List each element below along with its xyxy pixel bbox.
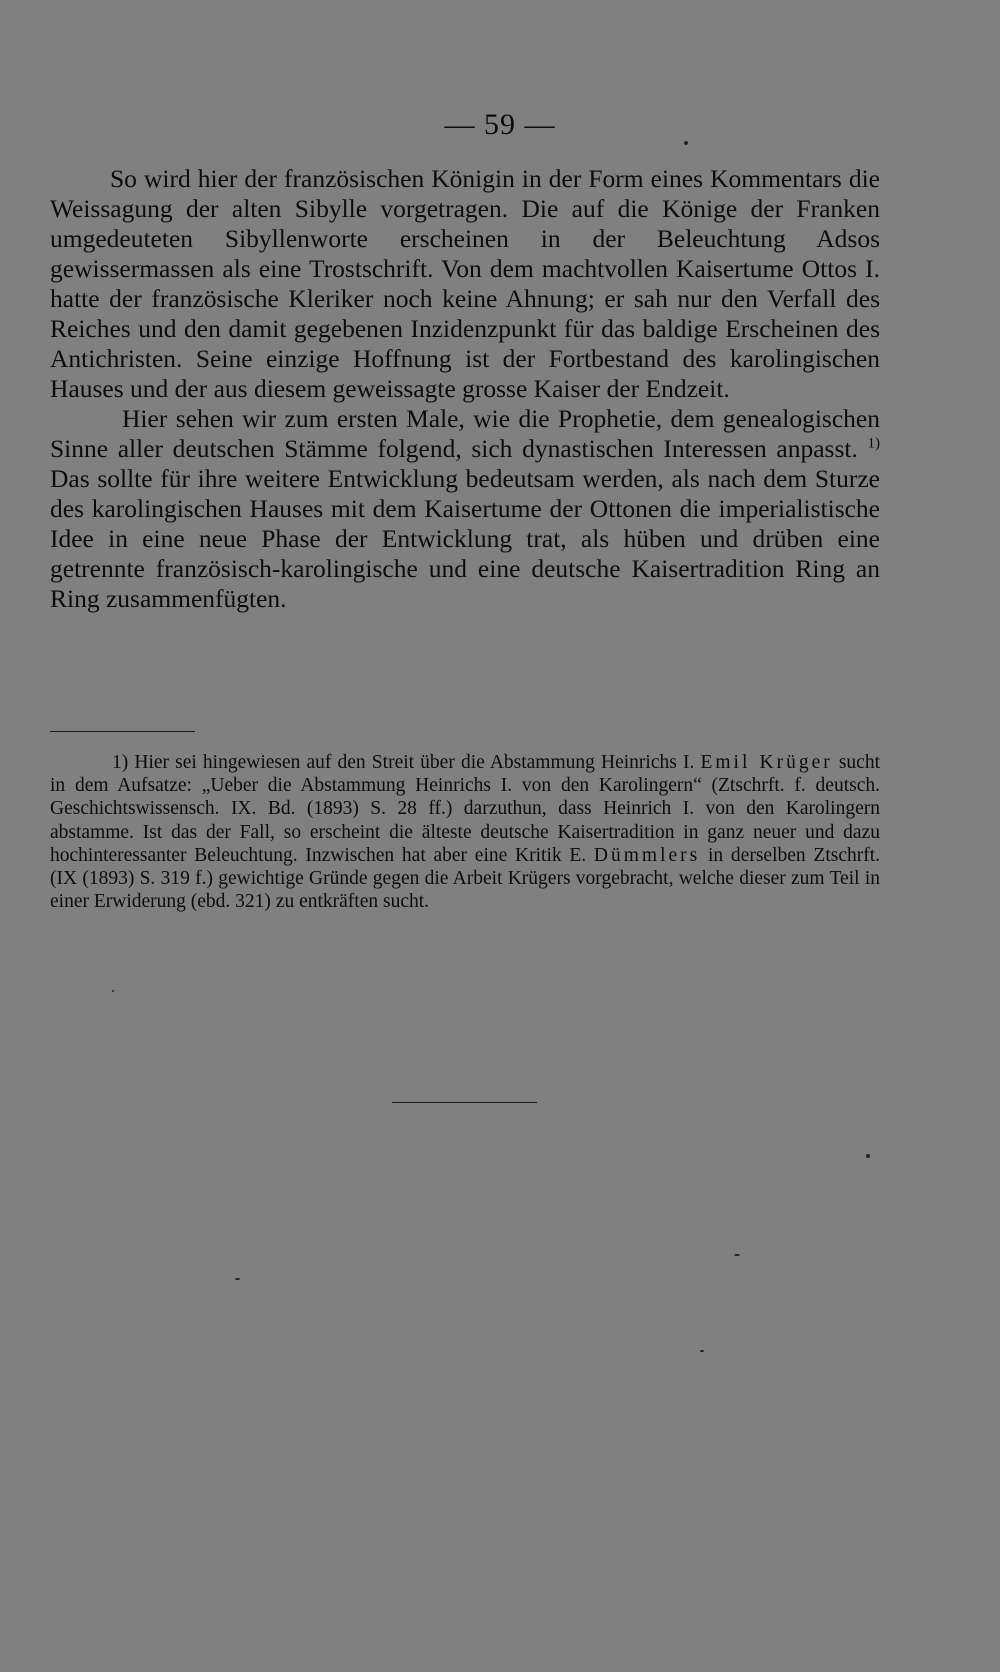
scan-speck	[700, 1350, 704, 1352]
page-number: — 59 —	[444, 108, 556, 141]
scan-speck	[866, 1154, 870, 1158]
main-text	[50, 164, 880, 614]
scan-speck	[734, 1254, 740, 1256]
paragraph: So wird hier der französischen Königin in der Form eines Kommentars die Weissagung der alten Sibylle vorgetragen. Die auf die Könige der Franken umgedeuteten Sibyllenworte erscheinen in der Beleuchtung Adsos gewissermassen als eine Trostschrift. Von dem machtvollen Kaisertume Ottos I. hatte der französische Kleriker noch keine Ahnung; er sah nur den Verfall des Reiches und den damit gegebenen Inzidenzpunkt für das baldige Erscheinen des Antichristen. Seine einzige Hoffnung ist der Fortbestand des karolingischen Hauses und der aus diesem geweissagte grosse Kaiser der Endzeit.	[50, 164, 880, 403]
scan-speck	[235, 1278, 240, 1280]
footnote	[50, 751, 880, 913]
footnote-author: Dümmlers	[593, 844, 701, 866]
footnote-text: sucht in dem Aufsatze: „Ueber die Abstammung Heinrichs I. von den Karolingern“ (Ztschrft. f. deutsch. Geschichtswissensch. IX. Bd. (1893) S. 28 ff.) darzuthun, dass Heinrich I. von den Karolingern abstamme. Ist das der Fall, so erscheint die älteste deutsche Kaisertradition in ganz neuer und dazu hochinteressanter Beleuchtung. Inzwischen hat aber eine Kritik E.	[50, 752, 881, 866]
footnote-text: in derselben Ztschrft. (IX (1893) S. 319 f.) gewichtige Gründe gegen die Arbeit Krügers vorgebracht, welche dieser zum Teil in einer Erwiderung (ebd. 321) zu entkräften sucht.	[50, 844, 881, 913]
end-divider	[392, 1102, 537, 1103]
paragraph-text: Hier sehen wir zum ersten Male, wie die Prophetie, dem genealogischen Sinne aller deutschen Stämme folgend, sich dynastischen Interessen anpasst.	[50, 404, 880, 463]
scan-speck	[684, 141, 688, 145]
footnote-reference[interactable]: 1)	[867, 435, 881, 452]
paragraph-text: Das sollte für ihre weitere Entwicklung bedeutsam werden, als nach dem Sturze des karolingischen Hauses mit dem Kaisertume der Ottonen die imperialistische Idee in eine neue Phase der Entwicklung trat, als hüben und drüben eine getrennte französisch-karolingische und eine deutsche Kaisertradition Ring an Ring zusammenfügten.	[50, 464, 880, 613]
footnote-author: Emil Krüger	[700, 752, 833, 773]
scan-speck	[112, 990, 114, 992]
footnote-text: 1) Hier sei hingewiesen auf den Streit über die Abstammung Heinrichs I.	[112, 752, 695, 773]
footnote-divider	[50, 731, 195, 732]
paragraph	[50, 404, 880, 614]
